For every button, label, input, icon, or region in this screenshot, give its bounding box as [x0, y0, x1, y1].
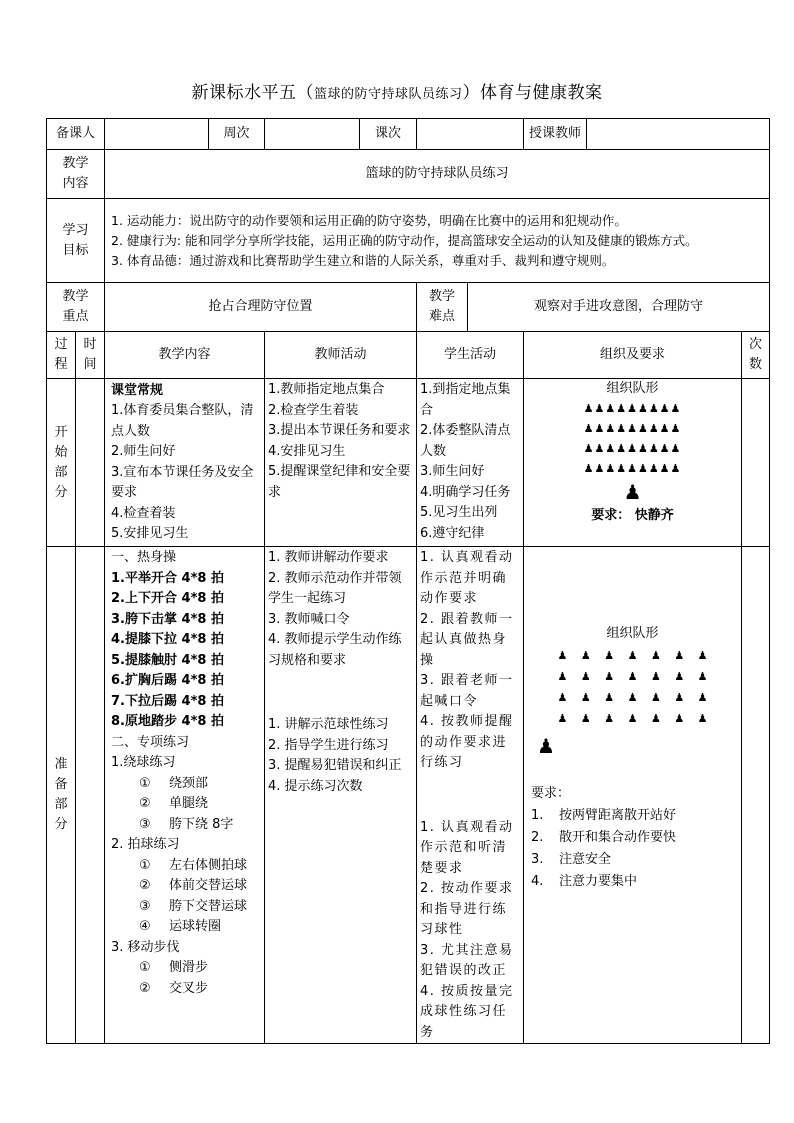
list-item: 2. 按动作要求和指导进行练习球性: [420, 881, 514, 937]
list-item: ③ 胯下交替运球: [139, 898, 248, 914]
start-times: [742, 379, 770, 547]
list-item: ① 侧滑步: [139, 960, 209, 975]
list-item: 5.提膝触肘 4*8 拍: [111, 652, 224, 668]
list-item: 3.提出本节课任务和要求: [268, 423, 411, 438]
list-item: 4.安排见习生: [268, 443, 346, 459]
requirement-heading: 要求：: [531, 786, 571, 801]
requirement-item: 4. 注意力要集中: [531, 874, 638, 889]
requirement-item: 1. 按两臂距离散开站好: [531, 808, 677, 823]
goal-item: 1. 运动能力：说出防守的动作要领和运用正确的防守姿势，明确在比赛中的运用和犯规动作。: [111, 212, 627, 228]
goal-item: 2. 健康行为: 能和同学分享所学技能，运用正确的防守动作，提高篮球安全运动的认知及健康的锻炼方式。: [111, 232, 698, 248]
list-item: 3. 提醒易犯错误和纠正: [268, 758, 402, 773]
start-teacher-activity: [265, 379, 417, 547]
student-formation-row: ♟ ♟ ♟ ♟ ♟ ♟ ♟: [557, 670, 708, 683]
teacher-value[interactable]: [587, 119, 770, 150]
preparer-value[interactable]: [105, 119, 209, 150]
col-teacher: 教师活动: [265, 332, 417, 379]
requirement-item: 2. 散开和集合动作要快: [531, 830, 677, 845]
start-section-row: [47, 379, 770, 547]
teacher-figure-icon: ♟: [623, 480, 642, 504]
start-student-activity: [417, 379, 524, 547]
list-item: 5.安排见习生: [111, 526, 189, 541]
list-item: 2. 教师示范动作并带领学生一起练习: [268, 570, 402, 606]
list-item: 2. 指导学生进行练习: [268, 737, 389, 753]
list-item: ② 体前交替运球: [139, 878, 248, 893]
goal-item: 3. 体育品德：通过游戏和比赛帮助学生建立和谐的人际关系，尊重对手、裁判和遵守规则。: [111, 252, 615, 268]
list-item: 4. 提示练习次数: [268, 778, 363, 794]
goals-list: [105, 199, 770, 283]
list-item: 3. 教师喊口令: [268, 611, 350, 627]
list-item: 1.体育委员集合整队，清点人数: [111, 403, 254, 439]
list-item: 4.提膝下拉 4*8 拍: [111, 632, 224, 647]
list-item: 1.到指定地点集合: [420, 382, 511, 418]
list-item: 4.明确学习任务: [420, 484, 511, 500]
student-formation-row: ♟♟♟♟♟♟♟♟♟: [583, 402, 682, 415]
prep-times: [742, 547, 770, 1044]
col-org: 组织及要求: [524, 332, 742, 379]
list-item: 8.原地踏步 4*8 拍: [111, 714, 224, 729]
prep-teacher-activity: [265, 547, 417, 1044]
col-time: 时 间: [76, 332, 105, 379]
routine-heading: 课堂常规: [111, 382, 164, 398]
col-times: 次 数: [742, 332, 770, 379]
key-label: 教学 重点: [47, 283, 105, 332]
list-item: 2. 跟着教师一起认真做热身操: [420, 611, 514, 668]
student-formation-row: ♟ ♟ ♟ ♟ ♟ ♟ ♟: [557, 649, 708, 662]
teacher-figure-icon: ♟: [537, 734, 555, 758]
requirement-item: 3. 注意安全: [531, 852, 612, 867]
group-title: 2. 拍球练习: [111, 837, 180, 852]
focus-row: [47, 283, 770, 332]
list-item: ① 左右体侧拍球: [139, 857, 248, 873]
week-value[interactable]: [265, 119, 360, 150]
content-row: [47, 150, 770, 199]
group-title: 3. 移动步伐: [111, 939, 180, 955]
student-formation-row: ♟ ♟ ♟ ♟ ♟ ♟ ♟: [557, 712, 708, 725]
goals-row: [47, 199, 770, 283]
list-item: 2.上下开合 4*8 拍: [111, 591, 224, 606]
content-label: 教学 内容: [47, 150, 105, 199]
list-item: 2.体委整队清点人数: [420, 423, 511, 459]
formation-title: 组织队形: [606, 381, 659, 396]
list-item: 1. 认真观看动作示范和听清楚要求: [420, 819, 514, 876]
key-value: 抢占合理防守位置: [105, 283, 417, 332]
start-content: [105, 379, 265, 547]
list-item: 2.师生问好: [111, 444, 176, 459]
list-item: ② 单腿绕: [139, 796, 209, 811]
student-formation-row: ♟♟♟♟♟♟♟♟♟: [583, 422, 682, 435]
lesson-plan-table: [46, 118, 770, 1044]
title-subject: 篮球的防守持球队员练习: [313, 87, 463, 102]
start-organization: [524, 379, 742, 547]
content-value: 篮球的防守持球队员练习: [105, 150, 770, 199]
start-time: [76, 379, 105, 547]
difficulty-value: 观察对手进攻意图，合理防守: [468, 283, 770, 332]
list-item: 4. 教师提示学生动作练习规格和要求: [268, 632, 402, 668]
list-item: 1. 教师讲解动作要求: [268, 550, 389, 565]
title-prefix: 新课标水平五（: [191, 83, 314, 103]
list-item: 6.扩胸后踢 4*8 拍: [111, 673, 224, 688]
prep-phase-label: 准 备 部 分: [47, 547, 76, 1044]
list-item: 3. 尤其注意易犯错误的改正: [420, 942, 514, 978]
week-label: 周次: [209, 119, 265, 150]
list-item: ④ 运球转圈: [139, 919, 222, 934]
list-item: ① 绕颈部: [139, 775, 209, 791]
list-item: 2.检查学生着装: [268, 402, 359, 418]
list-item: 3.师生问好: [420, 464, 485, 479]
start-requirement: 要求： 快静齐: [591, 508, 674, 523]
list-item: 1.平举开合 4*8 拍: [111, 570, 224, 586]
preparer-label: 备课人: [47, 119, 105, 150]
student-formation-row: ♟♟♟♟♟♟♟♟♟: [583, 462, 682, 475]
list-item: 3.胯下击掌 4*8 拍: [111, 611, 224, 627]
prep-organization: [524, 547, 742, 1044]
list-item: 1. 讲解示范球性练习: [268, 717, 389, 732]
list-item: 4. 按质按量完成球性练习任务: [420, 983, 514, 1040]
prep-student-activity: [417, 547, 524, 1044]
list-item: 5.见习生出列: [420, 505, 498, 520]
list-item: 3.宣布本节课任务及安全要求: [111, 464, 254, 500]
list-item: ③ 胯下绕 8字: [139, 816, 234, 832]
list-item: ② 交叉步: [139, 980, 209, 996]
col-process: 过 程: [47, 332, 76, 379]
prep-content: [105, 547, 265, 1044]
list-item: 1.教师指定地点集合: [268, 382, 385, 397]
col-student: 学生活动: [417, 332, 524, 379]
group-title: 1.绕球练习: [111, 755, 176, 770]
list-item: 7.下拉后踢 4*8 拍: [111, 693, 224, 709]
student-formation-row: ♟♟♟♟♟♟♟♟♟: [583, 442, 682, 455]
difficulty-label: 教学 难点: [417, 283, 468, 332]
list-item: 4.检查着装: [111, 505, 176, 521]
list-item: 4. 按教师提醒的动作要求进行练习: [420, 714, 514, 770]
teacher-label: 授课教师: [524, 119, 587, 150]
col-content: 教学内容: [105, 332, 265, 379]
prep-section-row: [47, 547, 770, 1044]
list-item: 5.提醒课堂纪律和安全要求: [268, 464, 411, 500]
page-title: [0, 78, 794, 103]
warmup-heading: 一、热身操: [111, 550, 177, 565]
prep-time: [76, 547, 105, 1044]
student-formation-row: ♟ ♟ ♟ ♟ ♟ ♟ ♟: [557, 691, 708, 704]
title-suffix: ）体育与健康教案: [462, 83, 603, 103]
formation-title: 组织队形: [606, 626, 659, 641]
lesson-label: 课次: [360, 119, 417, 150]
header-row: [47, 119, 770, 150]
special-heading: 二、专项练习: [111, 734, 190, 750]
goals-label: 学习 目标: [47, 199, 105, 283]
start-phase-label: 开 始 部 分: [47, 379, 76, 547]
lesson-value[interactable]: [417, 119, 524, 150]
list-item: 3. 跟着老师一起喊口令: [420, 673, 514, 709]
list-item: 1. 认真观看动作示范并明确动作要求: [420, 550, 514, 606]
list-item: 6.遵守纪律: [420, 525, 485, 541]
column-header-row: [47, 332, 770, 379]
